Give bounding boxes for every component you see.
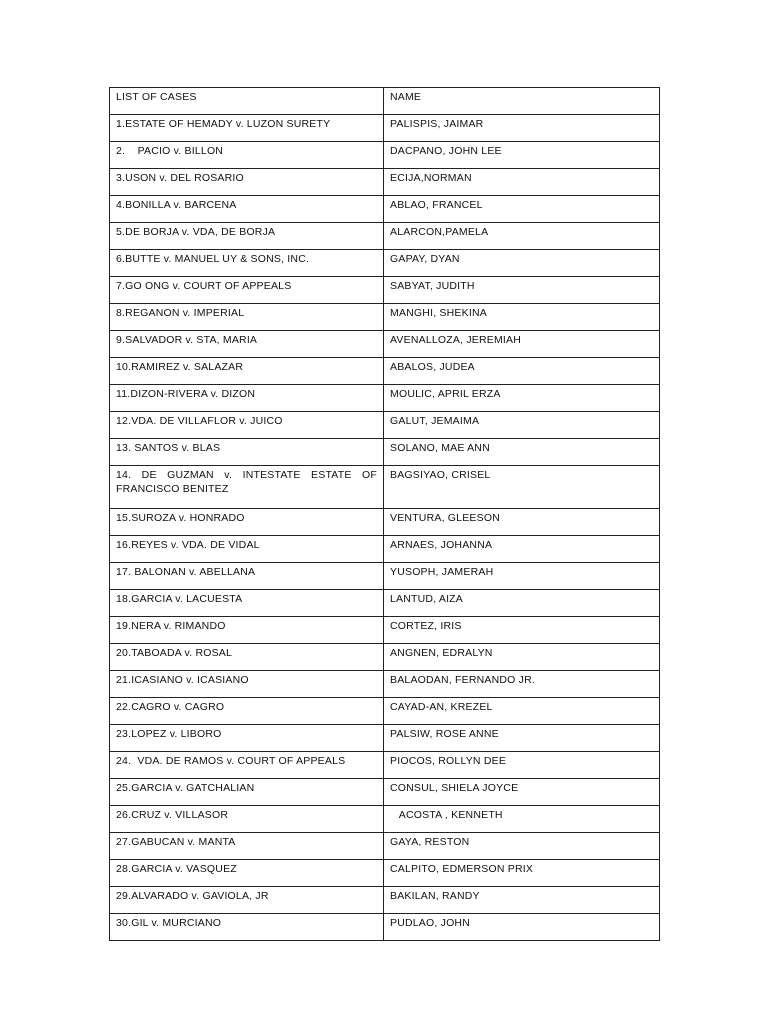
name-cell: ARNAES, JOHANNA [384,536,660,563]
case-cell: 12.VDA. DE VILLAFLOR v. JUICO [110,412,384,439]
case-cell: 22.CAGRO v. CAGRO [110,698,384,725]
table-row [110,887,660,914]
name-cell: BALAODAN, FERNANDO JR. [384,671,660,698]
name-cell: CONSUL, SHIELA JOYCE [384,779,660,806]
case-cell: 16.REYES v. VDA. DE VIDAL [110,536,384,563]
case-cell: 28.GARCIA v. VASQUEZ [110,860,384,887]
name-cell: PUDLAO, JOHN [384,914,660,941]
case-cell: 29.ALVARADO v. GAVIOLA, JR [110,887,384,914]
name-cell: PALISPIS, JAIMAR [384,115,660,142]
table-row [110,752,660,779]
name-cell: CORTEZ, IRIS [384,617,660,644]
case-cell: 5.DE BORJA v. VDA, DE BORJA [110,223,384,250]
case-cell: 20.TABOADA v. ROSAL [110,644,384,671]
table-row [110,617,660,644]
name-cell: CAYAD-AN, KREZEL [384,698,660,725]
case-cell: 26.CRUZ v. VILLASOR [110,806,384,833]
table-row [110,142,660,169]
case-cell: 11.DIZON-RIVERA v. DIZON [110,385,384,412]
table-row [110,277,660,304]
case-cell: 15.SUROZA v. HONRADO [110,509,384,536]
cases-table [109,87,660,941]
table-row [110,914,660,941]
table-row [110,806,660,833]
name-cell: AVENALLOZA, JEREMIAH [384,331,660,358]
table-row [110,590,660,617]
name-cell: DACPANO, JOHN LEE [384,142,660,169]
name-cell: MANGHI, SHEKINA [384,304,660,331]
name-cell: PIOCOS, ROLLYN DEE [384,752,660,779]
table-row [110,466,660,509]
table-row [110,698,660,725]
table-row [110,644,660,671]
table-row [110,671,660,698]
case-cell: 27.GABUCAN v. MANTA [110,833,384,860]
name-cell: GAYA, RESTON [384,833,660,860]
case-cell: 21.ICASIANO v. ICASIANO [110,671,384,698]
case-cell: 6.BUTTE v. MANUEL UY & SONS, INC. [110,250,384,277]
name-cell: SOLANO, MAE ANN [384,439,660,466]
table-row [110,358,660,385]
case-cell: 10.RAMIREZ v. SALAZAR [110,358,384,385]
case-cell: 7.GO ONG v. COURT OF APPEALS [110,277,384,304]
table-row [110,563,660,590]
name-cell: GAPAY, DYAN [384,250,660,277]
name-cell: MOULIC, APRIL ERZA [384,385,660,412]
case-cell: 9.SALVADOR v. STA, MARIA [110,331,384,358]
header-list-of-cases: LIST OF CASES [110,88,384,115]
name-cell: VENTURA, GLEESON [384,509,660,536]
name-cell: BAGSIYAO, CRISEL [384,466,660,509]
table-row [110,860,660,887]
case-cell: 24. VDA. DE RAMOS v. COURT OF APPEALS [110,752,384,779]
case-cell: 19.NERA v. RIMANDO [110,617,384,644]
table-row [110,412,660,439]
case-cell: 2. PACIO v. BILLON [110,142,384,169]
table-row [110,115,660,142]
case-cell: 14. DE GUZMAN v. INTESTATE ESTATE OF FRANCISCO BENITEZ [110,466,384,509]
case-cell: 8.REGANON v. IMPERIAL [110,304,384,331]
name-cell: ABLAO, FRANCEL [384,196,660,223]
name-cell: SABYAT, JUDITH [384,277,660,304]
table-row [110,439,660,466]
name-cell: BAKILAN, RANDY [384,887,660,914]
table-row [110,250,660,277]
name-cell: PALSIW, ROSE ANNE [384,725,660,752]
table-row [110,833,660,860]
table-row [110,725,660,752]
case-cell: 4.BONILLA v. BARCENA [110,196,384,223]
table-row [110,779,660,806]
name-cell: ACOSTA , KENNETH [384,806,660,833]
name-cell: ECIJA,NORMAN [384,169,660,196]
table-row [110,331,660,358]
cases-table-body [110,88,660,941]
table-row [110,385,660,412]
case-cell: 18.GARCIA v. LACUESTA [110,590,384,617]
table-header-row [110,88,660,115]
table-row [110,169,660,196]
name-cell: CALPITO, EDMERSON PRIX [384,860,660,887]
table-row [110,536,660,563]
case-cell: 25.GARCIA v. GATCHALIAN [110,779,384,806]
table-row [110,304,660,331]
table-row [110,196,660,223]
case-cell: 13. SANTOS v. BLAS [110,439,384,466]
case-cell: 17. BALONAN v. ABELLANA [110,563,384,590]
name-cell: ALARCON,PAMELA [384,223,660,250]
name-cell: YUSOPH, JAMERAH [384,563,660,590]
name-cell: ABALOS, JUDEA [384,358,660,385]
case-cell: 23.LOPEZ v. LIBORO [110,725,384,752]
case-cell: 1.ESTATE OF HEMADY v. LUZON SURETY [110,115,384,142]
name-cell: ANGNEN, EDRALYN [384,644,660,671]
table-row [110,223,660,250]
table-row [110,509,660,536]
name-cell: LANTUD, AIZA [384,590,660,617]
header-name: NAME [384,88,660,115]
case-cell: 30.GIL v. MURCIANO [110,914,384,941]
name-cell: GALUT, JEMAIMA [384,412,660,439]
case-cell: 3.USON v. DEL ROSARIO [110,169,384,196]
